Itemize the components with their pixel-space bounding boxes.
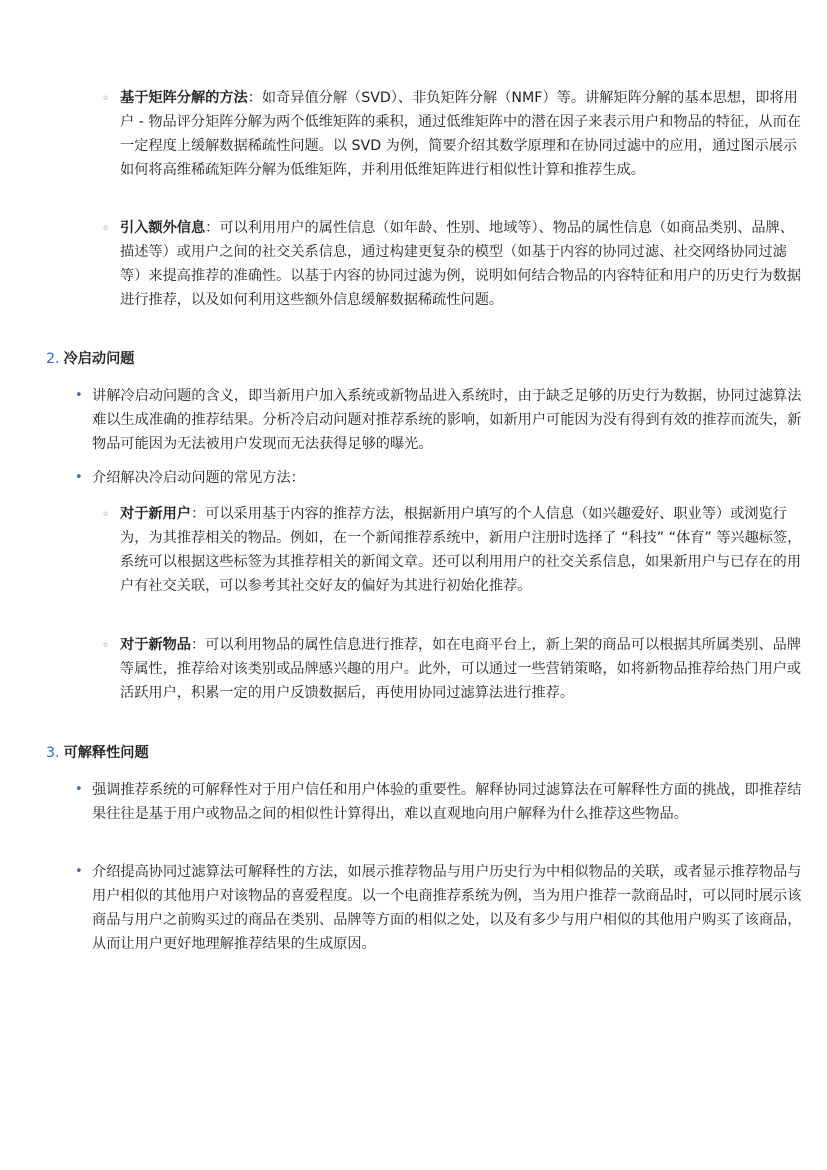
dot-bullet-icon: • xyxy=(75,470,83,485)
sub-item-text: ：如奇异值分解（SVD）、非负矩阵分解（NMF）等。讲解矩阵分解的基本思想，即将用户 - 物品评分矩阵分解为两个低维矩阵的乘积，通过低维矩阵中的潜在因子来表示用户和物品的特征，从而在一定程度上缓解数据稀疏性问题。以 SVD 为例，简要介绍其数学原理和在协同过滤中的应用，通过图示展示如何将高维稀疏矩阵分解为低维矩阵，并利用低维矩阵进行相似性计算和推荐生成。 xyxy=(120,90,801,178)
sub-item-title: 基于矩阵分解的方法 xyxy=(120,90,248,106)
bullet-cold-start-definition xyxy=(75,384,804,456)
circle-bullet-icon: ◦ xyxy=(102,507,110,521)
sub-item-title: 对于新用户 xyxy=(120,506,191,522)
section-number: 3. xyxy=(46,745,60,761)
sub-item-text: ：可以利用用户的属性信息（如年龄、性别、地域等）、物品的属性信息（如商品类别、品牌、描述等）或用户之间的社交关系信息，通过构建更复杂的模型（如基于内容的协同过滤、社交网络协同过滤等）来提高推荐的准确性。以基于内容的协同过滤为例，说明如何结合物品的内容特征和用户的历史行为数据进行推荐，以及如何利用这些额外信息缓解数据稀疏性问题。 xyxy=(120,220,802,308)
circle-bullet-icon: ◦ xyxy=(102,221,110,235)
sub-item-text: ：可以利用物品的属性信息进行推荐，如在电商平台上，新上架的商品可以根据其所属类别、品牌等属性，推荐给对该类别或品牌感兴趣的用户。此外，可以通过一些营销策略，如将新物品推荐给热门用户或活跃用户，积累一定的用户反馈数据后，再使用协同过滤算法进行推荐。 xyxy=(120,637,802,701)
sub-item-title: 对于新物品 xyxy=(120,637,191,653)
bullet-explainability-importance xyxy=(75,778,804,826)
bullet-explainability-methods xyxy=(75,860,804,956)
sub-item-title: 引入额外信息 xyxy=(120,220,206,236)
section-title: 可解释性问题 xyxy=(63,745,149,761)
dot-bullet-icon: • xyxy=(75,782,83,797)
sub-item-extra-info xyxy=(102,216,804,312)
circle-bullet-icon: ◦ xyxy=(102,91,110,105)
section-heading-cold-start xyxy=(46,347,135,371)
dot-bullet-icon: • xyxy=(75,864,83,879)
bullet-cold-start-methods xyxy=(75,466,804,490)
bullet-text: 讲解冷启动问题的含义，即当新用户加入系统或新物品进入系统时，由于缺乏足够的历史行为数据，协同过滤算法难以生成准确的推荐结果。分析冷启动问题对推荐系统的影响，如新用户可能因为没有得到有效的推荐而流失，新物品可能因为无法被用户发现而无法获得足够的曝光。 xyxy=(92,388,802,452)
section-title: 冷启动问题 xyxy=(63,351,135,367)
section-number: 2. xyxy=(46,351,60,367)
section-heading-explainability xyxy=(46,741,149,765)
bullet-text: 强调推荐系统的可解释性对于用户信任和用户体验的重要性。解释协同过滤算法在可解释性方面的挑战，即推荐结果往往是基于用户或物品之间的相似性计算得出，难以直观地向用户解释为什么推荐这些物品。 xyxy=(92,782,802,822)
dot-bullet-icon: • xyxy=(75,388,83,403)
circle-bullet-icon: ◦ xyxy=(102,638,110,652)
bullet-text: 介绍提高协同过滤算法可解释性的方法，如展示推荐物品与用户历史行为中相似物品的关联，或者显示推荐物品与用户相似的其他用户对该物品的喜爱程度。以一个电商推荐系统为例，当为用户推荐一款商品时，可以同时展示该商品与用户之前购买过的商品在类别、品牌等方面的相似之处，以及有多少与用户相似的其他用户购买了该商品，从而让用户更好地理解推荐结果的生成原因。 xyxy=(92,864,802,952)
sub-item-text: ：可以采用基于内容的推荐方法，根据新用户填写的个人信息（如兴趣爱好、职业等）或浏览行为，为其推荐相关的物品。例如，在一个新闻推荐系统中，新用户注册时选择了 “科技” “体育” 等兴趣标签，系统可以根据这些标签为其推荐相关的新闻文章。还可以利用用户的社交关系信息，如果新用户与已存在的用户有社交关联，可以参考其社交好友的偏好为其进行初始化推荐。 xyxy=(120,506,802,594)
sub-item-matrix-factorization xyxy=(102,86,804,182)
bullet-text: 介绍解决冷启动问题的常见方法： xyxy=(92,470,305,486)
sub-item-new-user xyxy=(102,502,804,598)
sub-item-new-item xyxy=(102,633,804,705)
